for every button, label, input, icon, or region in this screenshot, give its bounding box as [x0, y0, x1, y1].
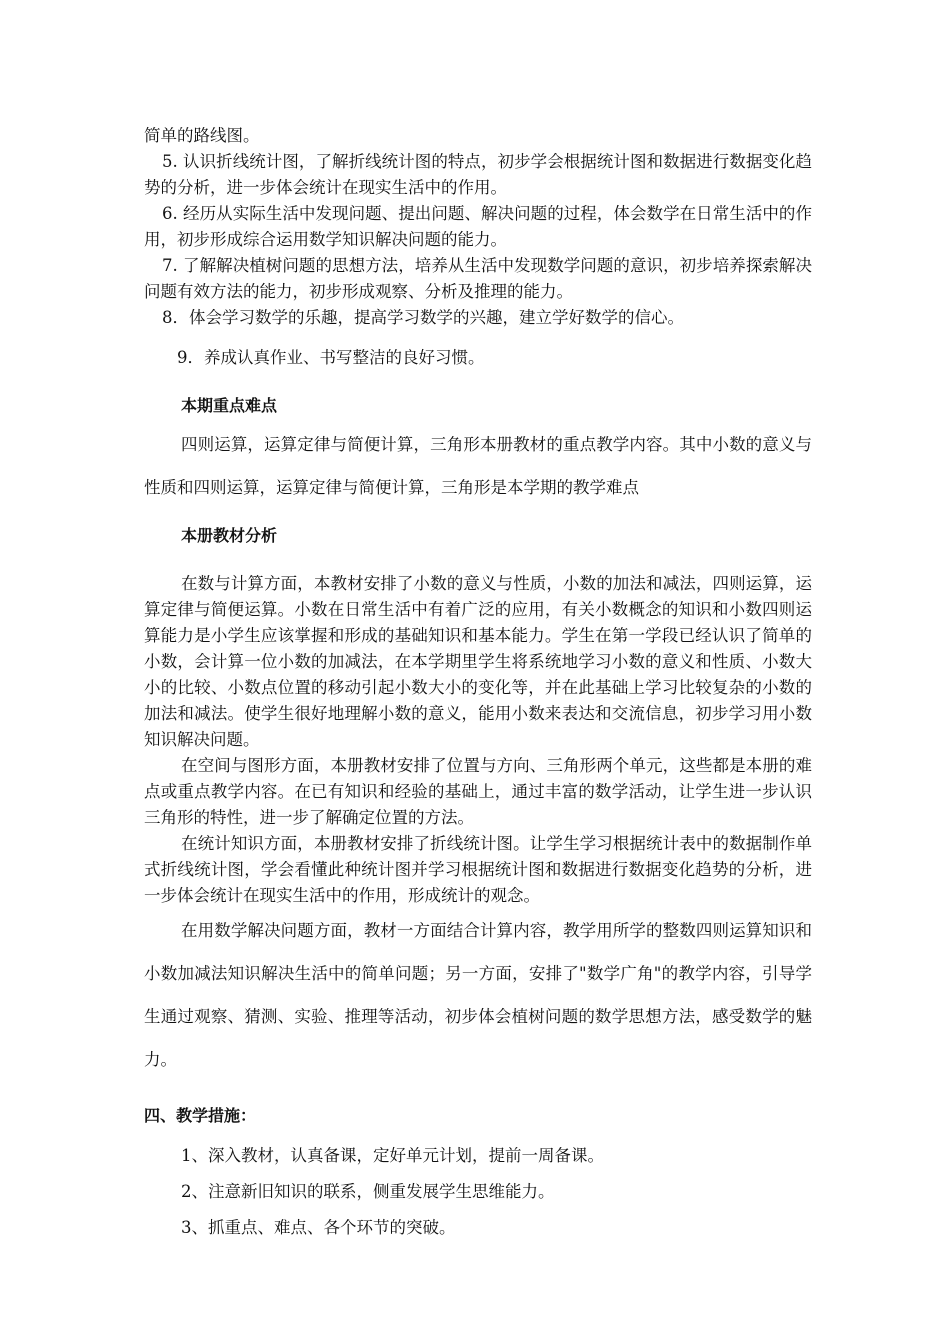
analysis-paragraph-problem-solving: 在用数学解决问题方面，教材一方面结合计算内容，教学用所学的整数四则运算知识和小数加减法知识解决生活中的简单问题；另一方面，安排了"数学广角"的教学内容，引导学生通过观察、猜测、实验、推理等活动，初步体会植树问题的数学思想方法，感受数学的魅力。 — [144, 921, 812, 1069]
objective-item-9: 9．养成认真作业、书写整洁的良好习惯。 — [177, 348, 485, 367]
key-points-heading: 本期重点难点 — [181, 396, 278, 415]
measure-item-3: 3、抓重点、难点、各个环节的突破。 — [181, 1218, 456, 1237]
measures-heading: 四、教学措施： — [144, 1106, 257, 1125]
analysis-paragraph-number-calc: 在数与计算方面，本教材安排了小数的意义与性质，小数的加法和减法，四则运算，运算定律与简便运算。小数在日常生活中有着广泛的应用，有关小数概念的知识和小数四则运算能力是小学生应该掌握和形成的基础知识和基本能力。学生在第一学段已经认识了简单的小数，会计算一位小数的加减法，在本学期里学生将系统地学习小数的意义和性质、小数大小的比较、小数点位置的移动引起小数大小的变化等，并在此基础上学习比较复杂的小数的加法和减法。使学生很好地理解小数的意义，能用小数来表达和交流信息，初步学习用小数知识解决问题。 — [144, 574, 812, 749]
analysis-paragraph-statistics: 在统计知识方面，本册教材安排了折线统计图。让学生学习根据统计表中的数据制作单式折线统计图，学会看懂此种统计图并学习根据统计图和数据进行数据变化趋势的分析，进一步体会统计在现实生活中的作用，形成统计的观念。 — [144, 834, 812, 905]
analysis-heading: 本册教材分析 — [181, 526, 278, 545]
objective-item-6: 6. 经历从实际生活中发现问题、提出问题、解决问题的过程，体会数学在日常生活中的作用，初步形成综合运用数学知识解决问题的能力。 — [144, 204, 812, 249]
objective-item-8: 8．体会学习数学的乐趣，提高学习数学的兴趣，建立学好数学的信心。 — [162, 308, 684, 327]
measure-item-2: 2、注意新旧知识的联系，侧重发展学生思维能力。 — [181, 1182, 555, 1201]
measure-item-1: 1、深入教材，认真备课，定好单元计划，提前一周备课。 — [181, 1146, 604, 1165]
key-points-text: 四则运算，运算定律与简便计算，三角形本册教材的重点教学内容。其中小数的意义与性质和四则运算，运算定律与简便计算，三角形是本学期的教学难点 — [144, 435, 812, 497]
objective-item-7: 7. 了解解决植树问题的思想方法，培养从生活中发现数学问题的意识，初步培养探索解决问题有效方法的能力，初步形成观察、分析及推理的能力。 — [144, 256, 812, 301]
paragraph-continuation: 简单的路线图。 — [144, 126, 260, 145]
analysis-paragraph-space-shape: 在空间与图形方面，本册教材安排了位置与方向、三角形两个单元，这些都是本册的难点或重点教学内容。在已有知识和经验的基础上，通过丰富的数学活动，让学生进一步认识三角形的特性，进一步了解确定位置的方法。 — [144, 756, 812, 827]
objective-item-5: 5. 认识折线统计图，了解折线统计图的特点，初步学会根据统计图和数据进行数据变化趋势的分析，进一步体会统计在现实生活中的作用。 — [144, 152, 812, 197]
document-body — [144, 123, 812, 1241]
